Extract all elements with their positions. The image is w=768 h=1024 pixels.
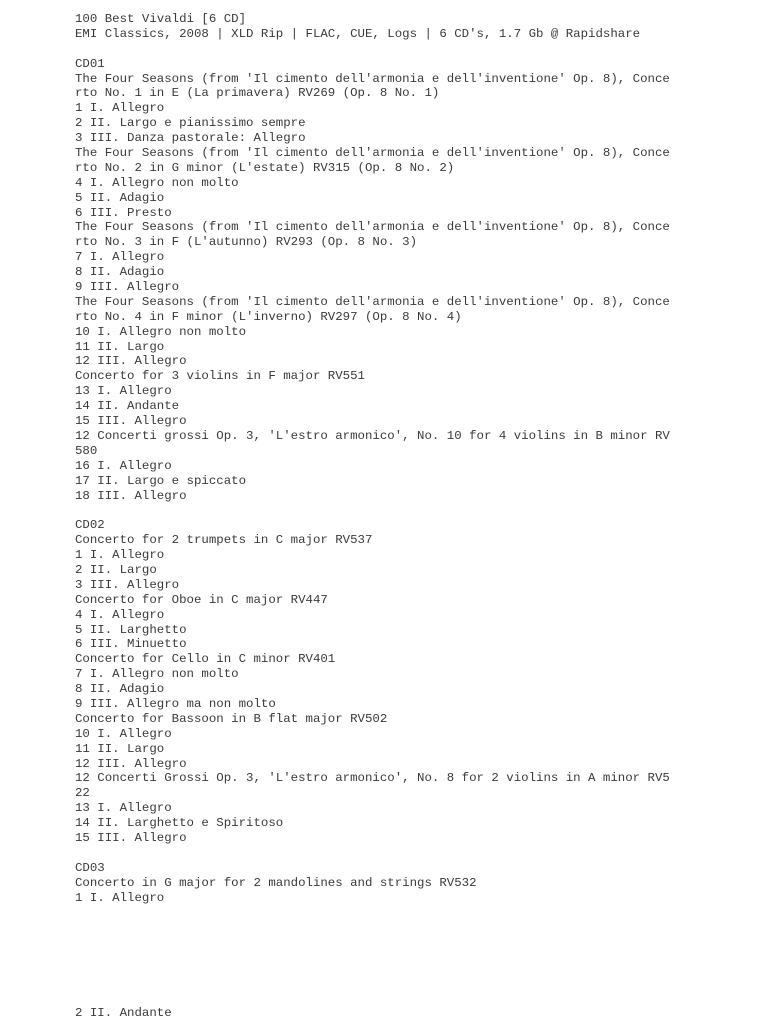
cd01-line: 8 II. Adagio — [75, 265, 165, 280]
cd03-line: Concerto in G major for 2 mandolines and strings RV532 — [75, 875, 477, 890]
cd01-line: 580 — [75, 443, 98, 458]
cd02-line: 9 III. Allegro ma non molto — [75, 696, 276, 711]
spacer — [75, 42, 715, 57]
cd02-line: 5 II. Larghetto — [75, 622, 187, 637]
cd02-line: 2 II. Largo — [75, 562, 157, 577]
cd01-line: 2 II. Largo e pianissimo sempre — [75, 116, 306, 131]
cd02-line: 12 III. Allegro — [75, 756, 187, 771]
cd01-line: 7 I. Allegro — [75, 250, 165, 265]
cd01-line: 3 III. Danza pastorale: Allegro — [75, 131, 306, 146]
cd01-line: 9 III. Allegro — [75, 280, 180, 295]
spacer — [75, 846, 715, 861]
cd02-line: 12 Concerti Grossi Op. 3, 'L'estro armonico', No. 8 for 2 violins in A minor RV5 — [75, 771, 670, 786]
cd01-line: rto No. 3 in F (L'autunno) RV293 (Op. 8 No. 3) — [75, 235, 418, 250]
cd01-line: rto No. 1 in E (La primavera) RV269 (Op. 8 No. 1) — [75, 86, 440, 101]
cd02-line: 22 — [75, 786, 90, 801]
cd01-line: 12 III. Allegro — [75, 354, 187, 369]
cd02-line: 7 I. Allegro non molto — [75, 667, 239, 682]
cd01-line: 17 II. Largo e spiccato — [75, 473, 247, 488]
release-info: EMI Classics, 2008 | XLD Rip | FLAC, CUE, Logs | 6 CD's, 1.7 Gb @ Rapidshare — [75, 26, 641, 41]
cd03-heading: CD03 — [75, 860, 105, 875]
cd02-line: 13 I. Allegro — [75, 801, 172, 816]
cd02-line: 11 II. Largo — [75, 741, 165, 756]
cd02-line: 3 III. Allegro — [75, 577, 180, 592]
cd01-heading: CD01 — [75, 56, 105, 71]
cd01-line: 13 I. Allegro — [75, 384, 172, 399]
cd02-line: 8 II. Adagio — [75, 682, 165, 697]
cd01-line: 15 III. Allegro — [75, 414, 187, 429]
cd02-line: Concerto for Cello in C minor RV401 — [75, 652, 336, 667]
spacer — [75, 503, 715, 518]
document-page — [75, 12, 715, 905]
cd01-line: 6 III. Presto — [75, 205, 172, 220]
cd01-line: 1 I. Allegro — [75, 101, 165, 116]
cd01-line: 14 II. Andante — [75, 399, 180, 414]
cd02-line: 10 I. Allegro — [75, 726, 172, 741]
cd02-line: 1 I. Allegro — [75, 548, 165, 563]
cd01-line: The Four Seasons (from 'Il cimento dell'armonia e dell'inventione' Op. 8), Conce — [75, 294, 670, 309]
cd01-line: The Four Seasons (from 'Il cimento dell'armonia e dell'inventione' Op. 8), Conce — [75, 220, 670, 235]
cd03-tracklist — [75, 876, 715, 906]
cd01-line: 4 I. Allegro non molto — [75, 175, 239, 190]
cd01-line: 5 II. Adagio — [75, 190, 165, 205]
cd01-line: rto No. 2 in G minor (L'estate) RV315 (Op. 8 No. 2) — [75, 160, 455, 175]
cd02-line: 15 III. Allegro — [75, 830, 187, 845]
cd01-line: 11 II. Largo — [75, 339, 165, 354]
cd01-line: 16 I. Allegro — [75, 458, 172, 473]
cd01-tracklist — [75, 72, 715, 504]
cd02-line: Concerto for Bassoon in B flat major RV502 — [75, 711, 388, 726]
cd01-line: rto No. 4 in F minor (L'inverno) RV297 (Op. 8 No. 4) — [75, 309, 462, 324]
cd01-line: The Four Seasons (from 'Il cimento dell'armonia e dell'inventione' Op. 8), Conce — [75, 146, 670, 161]
cd01-line: Concerto for 3 violins in F major RV551 — [75, 369, 365, 384]
cd02-line: 14 II. Larghetto e Spiritoso — [75, 816, 284, 831]
cd02-tracklist — [75, 533, 715, 846]
cd01-line: 18 III. Allegro — [75, 488, 187, 503]
cd01-line: 10 I. Allegro non molto — [75, 324, 247, 339]
cd03-line: 1 I. Allegro — [75, 890, 165, 905]
cd02-line: 6 III. Minuetto — [75, 637, 187, 652]
cd01-line: 12 Concerti grossi Op. 3, 'L'estro armonico', No. 10 for 4 violins in B minor RV — [75, 428, 670, 443]
page-footer-line: 2 II. Andante — [75, 1006, 172, 1020]
cd02-heading: CD02 — [75, 518, 105, 533]
document-title: 100 Best Vivaldi [6 CD] — [75, 12, 247, 26]
cd02-line: 4 I. Allegro — [75, 607, 165, 622]
cd01-line: The Four Seasons (from 'Il cimento dell'armonia e dell'inventione' Op. 8), Conce — [75, 71, 670, 86]
cd02-line: Concerto for 2 trumpets in C major RV537 — [75, 533, 373, 548]
cd02-line: Concerto for Oboe in C major RV447 — [75, 592, 328, 607]
